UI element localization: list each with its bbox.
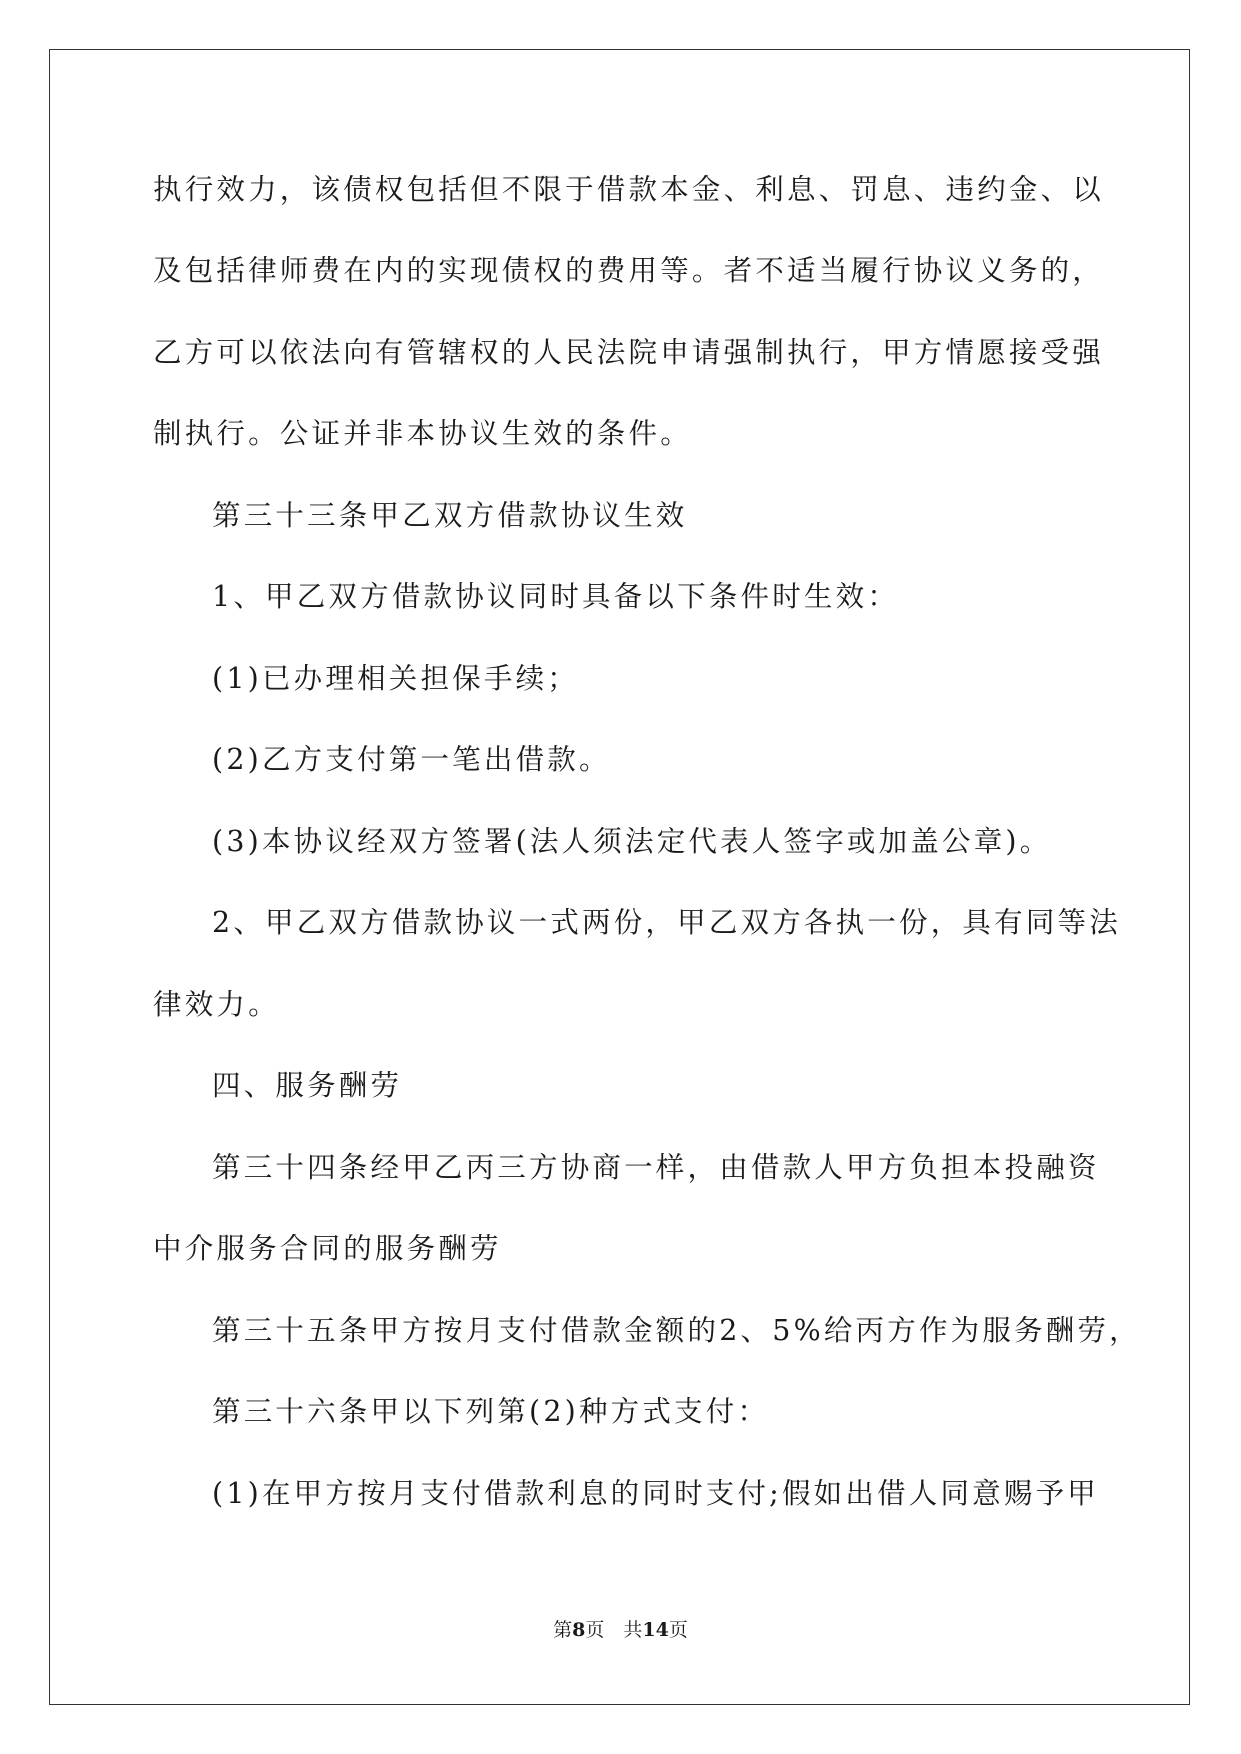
text-line-14: 中介服务合同的服务酬劳 (153, 1232, 502, 1265)
list-item-1: (1)已办理相关担保手续； (212, 662, 579, 695)
text-line-1: 执行效力，该债权包括但不限于借款本金、利息、罚息、违约金、以 (153, 173, 1105, 206)
page-footer (0, 1615, 1241, 1642)
article-34: 第三十四条经甲乙丙三方协商一样，由借款人甲方负担本投融资 (212, 1151, 1100, 1184)
text-line-4: 制执行。公证并非本协议生效的条件。 (153, 417, 692, 450)
payment-option-1: (1)在甲方按月支付借款利息的同时支付;假如出借人同意赐予甲 (212, 1477, 1099, 1510)
page-total: 14 (642, 1619, 669, 1641)
list-item-2: (2)乙方支付第一笔出借款。 (212, 743, 611, 776)
list-item-3: (3)本协议经双方签署(法人须法定代表人签字或加盖公章)。 (212, 825, 1052, 858)
text-line-6: 1、甲乙双方借款协议同时具备以下条件时生效： (212, 580, 900, 613)
section-4-heading: 四、服务酬劳 (212, 1069, 403, 1102)
article-35: 第三十五条甲方按月支付借款金额的2、5%给丙方作为服务酬劳， (212, 1314, 1141, 1347)
article-36: 第三十六条甲以下列第(2)种方式支付： (212, 1395, 770, 1428)
text-line-3: 乙方可以依法向有管辖权的人民法院申请强制执行，甲方情愿接受强 (153, 336, 1105, 369)
text-line-11: 律效力。 (153, 988, 280, 1021)
footer-suffix: 页 (668, 1619, 688, 1641)
text-line-10: 2、甲乙双方借款协议一式两份，甲乙双方各执一份，具有同等法 (212, 906, 1121, 939)
footer-mid: 页 共 (585, 1619, 643, 1641)
text-line-2: 及包括律师费在内的实现债权的费用等。者不适当履行协议义务的， (153, 254, 1105, 287)
page-number: 8 (572, 1619, 586, 1641)
page-border (49, 49, 1190, 1705)
article-33-heading: 第三十三条甲乙双方借款协议生效 (212, 499, 688, 532)
footer-prefix: 第 (553, 1619, 573, 1641)
